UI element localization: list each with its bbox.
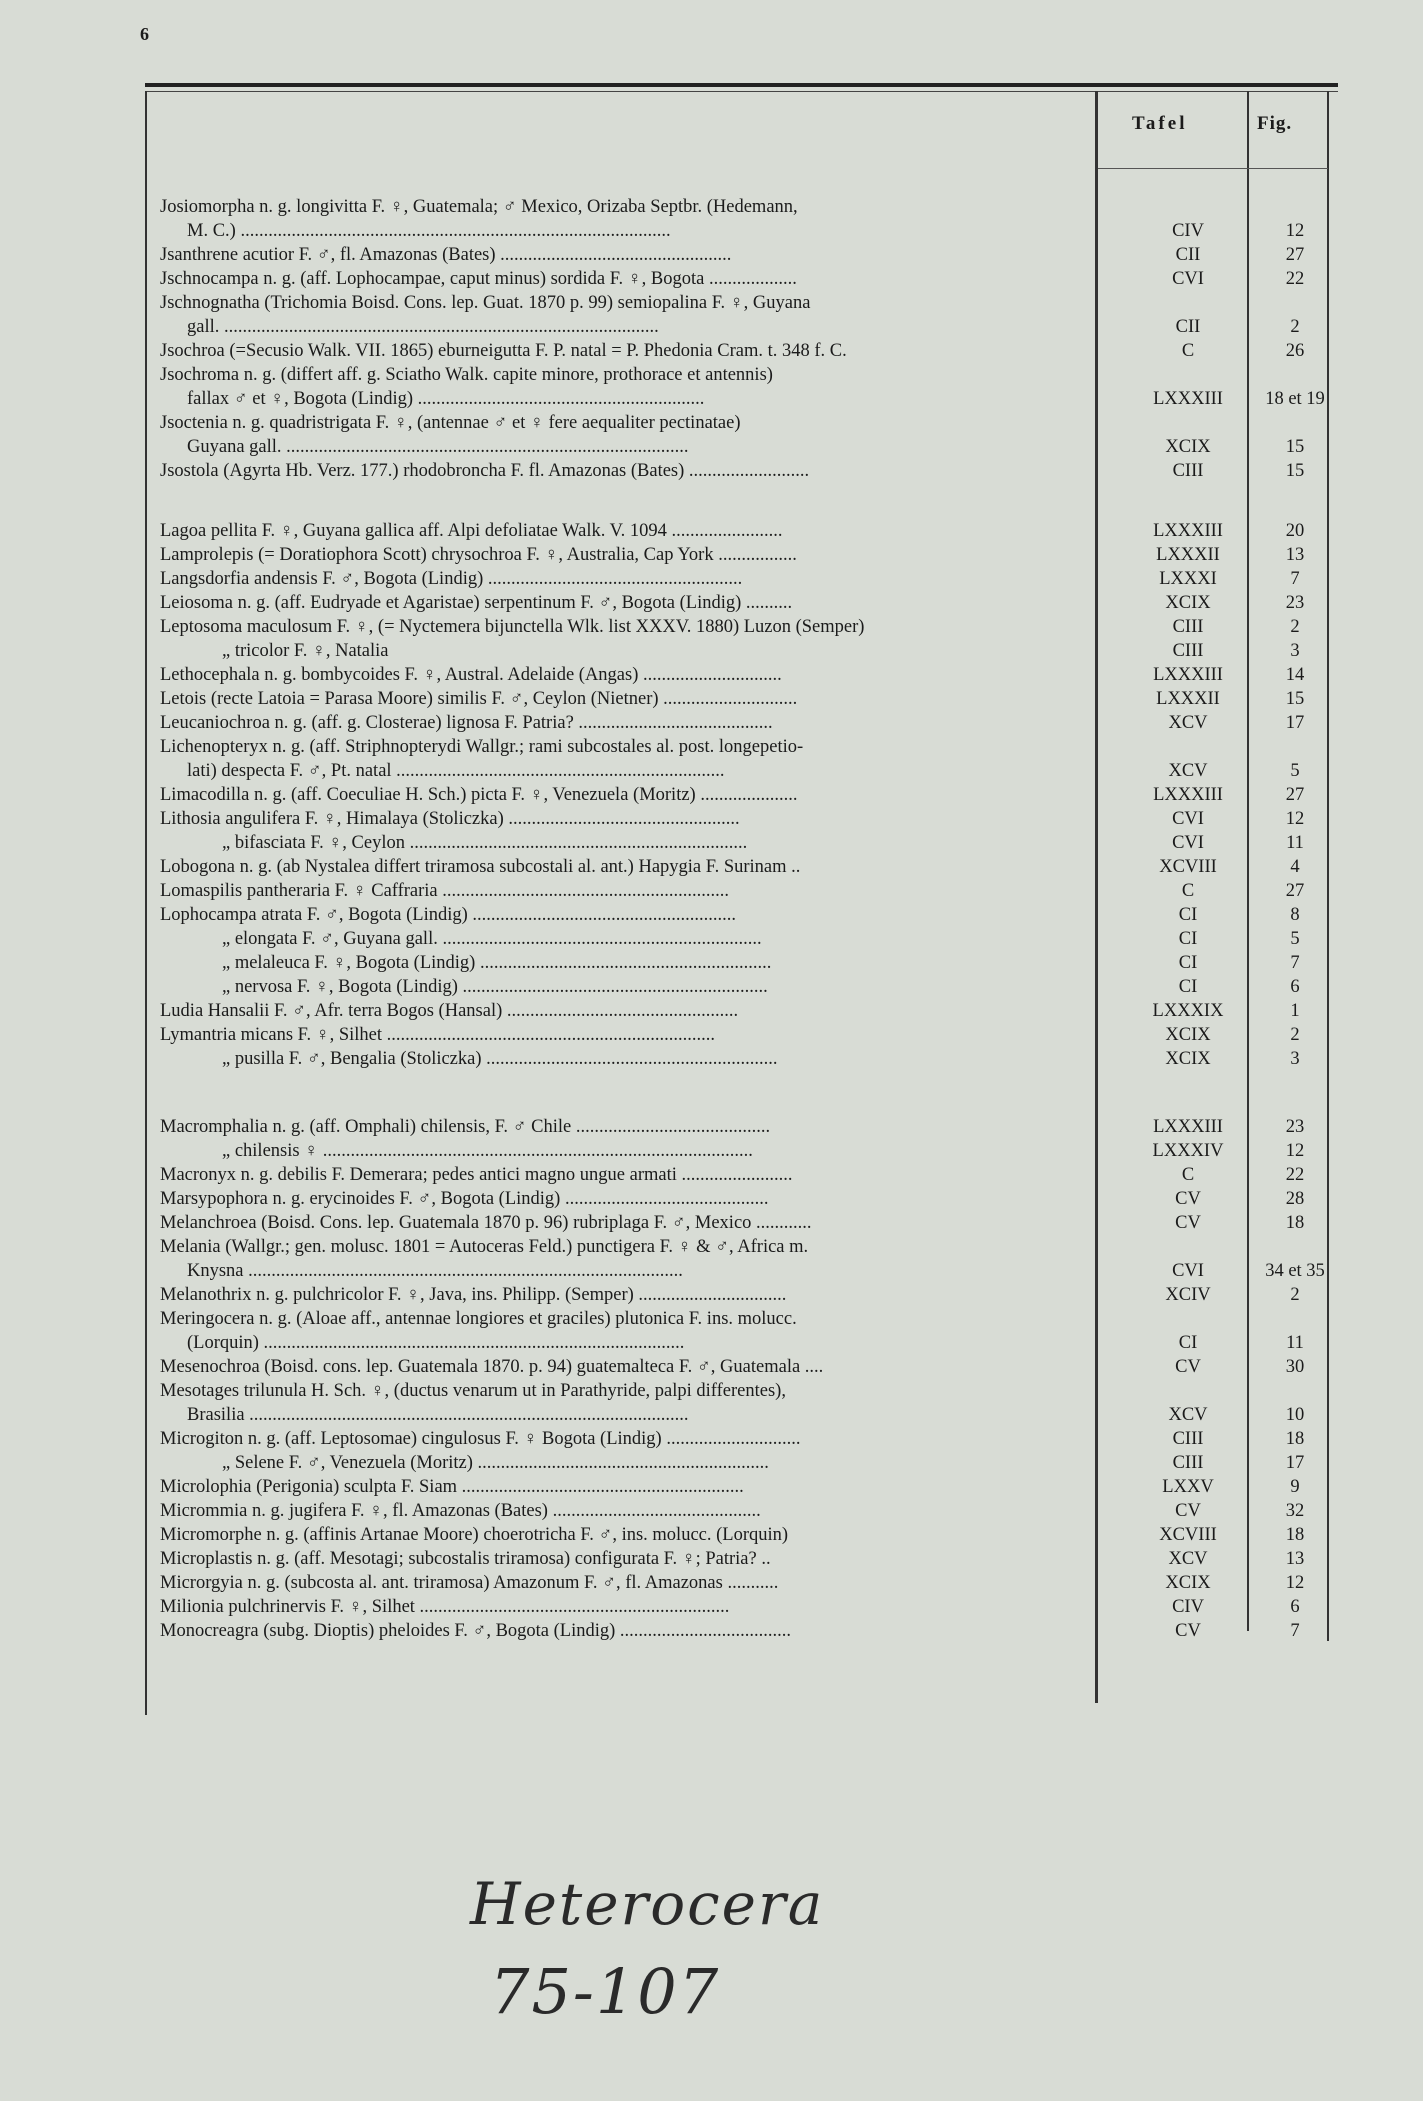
- entry-text: Milionia pulchrinervis F. ♀, Silhet ...................................................................: [160, 1597, 730, 1617]
- entry-fig: 11: [1286, 1333, 1304, 1353]
- entry-tafel: CVI: [1172, 809, 1204, 829]
- entry-row: [160, 927, 1330, 951]
- entry-tafel: LXXXIII: [1153, 785, 1223, 805]
- entry-row: [160, 1187, 1330, 1211]
- entry-tafel: CIII: [1172, 1453, 1204, 1473]
- entry-fig: 12: [1285, 221, 1305, 241]
- entry-row: [160, 1139, 1330, 1163]
- entry-tafel: CII: [1175, 317, 1201, 337]
- left-border: [145, 91, 147, 1715]
- entry-fig: 2: [1290, 617, 1300, 637]
- entry-text: „ Selene F. ♂, Venezuela (Moritz) ...............................................................: [222, 1453, 769, 1473]
- entry-text: Monocreagra (subg. Dioptis) pheloides F. ♂, Bogota (Lindig) .....................................: [160, 1621, 792, 1641]
- entry-fig: 2: [1290, 1025, 1300, 1045]
- entry-text: fallax ♂ et ♀, Bogota (Lindig) ..............................................................: [187, 389, 705, 409]
- entry-tafel: XCV: [1168, 1549, 1208, 1569]
- header-fig: Fig.: [1257, 113, 1293, 134]
- entry-row: [160, 1451, 1330, 1475]
- top-rule: [145, 83, 1338, 87]
- entry-row: [160, 1047, 1330, 1071]
- entry-text: Meringocera n. g. (Aloae aff., antennae longiores et graciles) plutonica F. ins. molucc.: [160, 1309, 797, 1329]
- entry-text: Microgiton n. g. (aff. Leptosomae) cingulosus F. ♀ Bogota (Lindig) .............................: [160, 1429, 801, 1449]
- entry-tafel: CIII: [1172, 641, 1204, 661]
- entry-text: Lethocephala n. g. bombycoides F. ♀, Austral. Adelaide (Angas) ..............................: [160, 665, 782, 685]
- entry-text: Mesenochroa (Boisd. cons. lep. Guatemala 1870. p. 94) guatemalteca F. ♂, Guatemala ....: [160, 1357, 824, 1377]
- entry-tafel: CV: [1175, 1621, 1201, 1641]
- entry-tafel: XCV: [1168, 1405, 1208, 1425]
- entry-text: (Lorquin) ...........................................................................................: [187, 1333, 685, 1353]
- header-tafel: Tafel: [1132, 113, 1188, 134]
- entry-text: Lithosia angulifera F. ♀, Himalaya (Stoliczka) ..................................................: [160, 809, 740, 829]
- entry-row: [160, 1619, 1330, 1643]
- entry-tafel: C: [1181, 341, 1195, 361]
- entry-tafel: CV: [1175, 1357, 1201, 1377]
- entry-text: Jschnocampa n. g. (aff. Lophocampae, caput minus) sordida F. ♀, Bogota ...................: [160, 269, 797, 289]
- entry-tafel: LXXXII: [1156, 689, 1220, 709]
- entry-row: [160, 1499, 1330, 1523]
- entry-fig: 3: [1290, 641, 1300, 661]
- entry-row: [160, 1259, 1330, 1283]
- entry-text: Lichenopteryx n. g. (aff. Striphnopterydi Wallgr.; rami subcostales al. post. longepetio-: [160, 737, 804, 757]
- entry-row: [160, 363, 1330, 387]
- entry-fig: 23: [1285, 593, 1305, 613]
- entry-tafel: XCIX: [1165, 1049, 1211, 1069]
- entry-row: [160, 1163, 1330, 1187]
- entry-fig: 15: [1285, 437, 1305, 457]
- entry-row: [160, 1211, 1330, 1235]
- entry-text: „ bifasciata F. ♀, Ceylon .........................................................................: [222, 833, 748, 853]
- entry-tafel: CV: [1175, 1213, 1201, 1233]
- entry-row: [160, 1475, 1330, 1499]
- entry-text: „ tricolor F. ♀, Natalia: [222, 641, 389, 661]
- entry-tafel: C: [1181, 881, 1195, 901]
- entry-row: [160, 855, 1330, 879]
- entry-row: [160, 759, 1330, 783]
- entry-row: [160, 735, 1330, 759]
- entry-row: [160, 639, 1330, 663]
- entry-row: [160, 459, 1330, 483]
- entry-row: [160, 807, 1330, 831]
- entry-row: [160, 1307, 1330, 1331]
- entry-tafel: CVI: [1172, 269, 1204, 289]
- entry-tafel: LXXXIX: [1152, 1001, 1224, 1021]
- entry-text: Mesotages trilunula H. Sch. ♀, (ductus venarum ut in Parathyride, palpi differentes),: [160, 1381, 786, 1401]
- entry-row: [160, 1235, 1330, 1259]
- entry-text: Macronyx n. g. debilis F. Demerara; pedes antici magno ungue armati ........................: [160, 1165, 793, 1185]
- entry-fig: 15: [1285, 461, 1305, 481]
- entry-tafel: XCIX: [1165, 1025, 1211, 1045]
- entry-text: Lagoa pellita F. ♀, Guyana gallica aff. Alpi defoliatae Walk. V. 1094 ........................: [160, 521, 783, 541]
- top-rule-thin: [145, 91, 1338, 92]
- entry-tafel: LXXXIII: [1153, 1117, 1223, 1137]
- entry-text: Lomaspilis pantheraria F. ♀ Caffraria ..............................................................: [160, 881, 730, 901]
- entry-fig: 17: [1285, 713, 1305, 733]
- header-underline: [1098, 168, 1328, 169]
- entry-fig: 18: [1285, 1429, 1305, 1449]
- entry-text: Melanothrix n. g. pulchricolor F. ♀, Java, ins. Philipp. (Semper) ................................: [160, 1285, 787, 1305]
- entry-tafel: LXXXII: [1156, 545, 1220, 565]
- entry-row: [160, 1379, 1330, 1403]
- entry-fig: 1: [1290, 1001, 1300, 1021]
- entry-fig: 6: [1290, 1597, 1300, 1617]
- entry-fig: 7: [1290, 569, 1300, 589]
- entry-fig: 18 et 19: [1265, 389, 1325, 409]
- entry-text: Microplastis n. g. (aff. Mesotagi; subcostalis triramosa) configurata F. ♀; Patria? ..: [160, 1549, 771, 1569]
- handwritten-note-heterocera: Heterocera: [470, 1870, 825, 1938]
- entry-fig: 13: [1285, 1549, 1305, 1569]
- entry-row: [160, 519, 1330, 543]
- entry-fig: 18: [1285, 1525, 1305, 1545]
- entry-text: lati) despecta F. ♂, Pt. natal .......................................................................: [187, 761, 725, 781]
- entry-fig: 5: [1290, 929, 1300, 949]
- entry-fig: 11: [1286, 833, 1304, 853]
- entry-text: Macromphalia n. g. (aff. Omphali) chilensis, F. ♂ Chile ..........................................: [160, 1117, 771, 1137]
- entry-tafel: CVI: [1172, 833, 1204, 853]
- entry-row: [160, 291, 1330, 315]
- entry-text: Microrgyia n. g. (subcosta al. ant. triramosa) Amazonum F. ♂, fl. Amazonas ...........: [160, 1573, 779, 1593]
- entry-row: [160, 687, 1330, 711]
- entry-text: „ pusilla F. ♂, Bengalia (Stoliczka) ...............................................................: [222, 1049, 778, 1069]
- entry-row: [160, 831, 1330, 855]
- entry-text: Josiomorpha n. g. longivitta F. ♀, Guatemala; ♂ Mexico, Orizaba Septbr. (Hedemann,: [160, 197, 798, 217]
- entry-fig: 32: [1285, 1501, 1305, 1521]
- handwritten-note-range: 75-107: [490, 1955, 721, 2028]
- entry-row: [160, 315, 1330, 339]
- entry-row: [160, 1547, 1330, 1571]
- entry-tafel: CIV: [1172, 221, 1204, 241]
- entry-tafel: CI: [1178, 1333, 1198, 1353]
- entry-tafel: CI: [1178, 953, 1198, 973]
- entry-row: [160, 975, 1330, 999]
- entry-text: Microlophia (Perigonia) sculpta F. Siam .............................................................: [160, 1477, 744, 1497]
- entry-row: [160, 591, 1330, 615]
- entry-tafel: XCIV: [1165, 1285, 1211, 1305]
- entry-fig: 23: [1285, 1117, 1305, 1137]
- entry-tafel: CIII: [1172, 617, 1204, 637]
- entry-tafel: CIII: [1172, 461, 1204, 481]
- entry-tafel: CI: [1178, 929, 1198, 949]
- entry-row: [160, 1595, 1330, 1619]
- entry-row: [160, 435, 1330, 459]
- entry-row: [160, 543, 1330, 567]
- entry-text: gall. ..............................................................................................: [187, 317, 659, 337]
- entry-fig: 15: [1285, 689, 1305, 709]
- entry-text: Leptosoma maculosum F. ♀, (= Nyctemera bijunctella Wlk. list XXXV. 1880) Luzon (Semper): [160, 617, 865, 637]
- entry-fig: 14: [1285, 665, 1305, 685]
- entry-fig: 27: [1285, 881, 1305, 901]
- entry-text: „ elongata F. ♂, Guyana gall. .....................................................................: [222, 929, 762, 949]
- entry-text: Marsypophora n. g. erycinoides F. ♂, Bogota (Lindig) ............................................: [160, 1189, 769, 1209]
- entry-tafel: XCV: [1168, 713, 1208, 733]
- entry-tafel: LXXXIII: [1153, 665, 1223, 685]
- entry-row: [160, 1331, 1330, 1355]
- entry-row: [160, 195, 1330, 219]
- entry-fig: 6: [1290, 977, 1300, 997]
- entry-text: „ nervosa F. ♀, Bogota (Lindig) ..................................................................: [222, 977, 768, 997]
- entry-fig: 3: [1290, 1049, 1300, 1069]
- entry-tafel: CI: [1178, 905, 1198, 925]
- index-table: [145, 83, 1338, 1715]
- entry-text: Jschnognatha (Trichomia Boisd. Cons. lep. Guat. 1870 p. 99) semiopalina F. ♀, Guyana: [160, 293, 811, 313]
- entry-row: [160, 711, 1330, 735]
- entry-fig: 22: [1285, 269, 1305, 289]
- entry-tafel: XCVIII: [1159, 1525, 1217, 1545]
- entry-tafel: CI: [1178, 977, 1198, 997]
- entry-tafel: LXXXIII: [1153, 389, 1223, 409]
- entry-text: „ chilensis ♀ .............................................................................................: [222, 1141, 753, 1161]
- entry-fig: 12: [1285, 809, 1305, 829]
- entry-text: Guyana gall. .......................................................................................: [187, 437, 689, 457]
- entry-text: Ludia Hansalii F. ♂, Afr. terra Bogos (Hansal) ..................................................: [160, 1001, 739, 1021]
- entry-tafel: CIII: [1172, 1429, 1204, 1449]
- entry-fig: 34 et 35: [1265, 1261, 1325, 1281]
- entry-text: Lobogona n. g. (ab Nystalea differt triramosa subcostali al. ant.) Hapygia F. Surinam ..: [160, 857, 801, 877]
- entry-text: Melania (Wallgr.; gen. molusc. 1801 = Autoceras Feld.) punctigera F. ♀ & ♂, Africa m.: [160, 1237, 809, 1257]
- entry-tafel: LXXV: [1162, 1477, 1214, 1497]
- entry-row: [160, 339, 1330, 363]
- entry-text: Jsanthrene acutior F. ♂, fl. Amazonas (Bates) ..................................................: [160, 245, 732, 265]
- entry-text: Limacodilla n. g. (aff. Coeculiae H. Sch.) picta F. ♀, Venezuela (Moritz) .....................: [160, 785, 798, 805]
- entry-text: M. C.) .............................................................................................: [187, 221, 671, 241]
- entry-row: [160, 243, 1330, 267]
- entry-fig: 17: [1285, 1453, 1305, 1473]
- entry-text: Brasilia ...............................................................................................: [187, 1405, 689, 1425]
- entry-tafel: CII: [1175, 245, 1201, 265]
- entry-text: Leucaniochroa n. g. (aff. g. Closterae) lignosa F. Patria? ..........................................: [160, 713, 773, 733]
- entry-row: [160, 951, 1330, 975]
- entry-text: Jsochroma n. g. (differt aff. g. Sciatho Walk. capite minore, prothorace et antennis): [160, 365, 773, 385]
- entry-row: [160, 1427, 1330, 1451]
- entry-fig: 20: [1285, 521, 1305, 541]
- entry-fig: 2: [1290, 317, 1300, 337]
- entry-fig: 12: [1285, 1141, 1305, 1161]
- entry-text: Letois (recte Latoia = Parasa Moore) similis F. ♂, Ceylon (Nietner) .............................: [160, 689, 798, 709]
- entry-row: [160, 783, 1330, 807]
- page-number: 6: [140, 24, 149, 44]
- entry-row: [160, 387, 1330, 411]
- entry-tafel: C: [1181, 1165, 1195, 1185]
- entry-fig: 12: [1285, 1573, 1305, 1593]
- entry-row: [160, 267, 1330, 291]
- entry-row: [160, 663, 1330, 687]
- entry-row: [160, 1523, 1330, 1547]
- entry-text: Melanchroea (Boisd. Cons. lep. Guatemala 1870 p. 96) rubriplaga F. ♂, Mexico ............: [160, 1213, 812, 1233]
- entry-fig: 27: [1285, 785, 1305, 805]
- entry-tafel: LXXXIV: [1152, 1141, 1224, 1161]
- entry-tafel: XCIX: [1165, 1573, 1211, 1593]
- entry-tafel: CIV: [1172, 1597, 1204, 1617]
- entry-text: Lymantria micans F. ♀, Silhet .......................................................................: [160, 1025, 716, 1045]
- entry-text: Micrommia n. g. jugifera F. ♀, fl. Amazonas (Bates) .............................................: [160, 1501, 761, 1521]
- entry-text: Jsoctenia n. g. quadristrigata F. ♀, (antennae ♂ et ♀ fere aequaliter pectinatae): [160, 413, 741, 433]
- entry-text: Jsostola (Agyrta Hb. Verz. 177.) rhodobroncha F. fl. Amazonas (Bates) ..........................: [160, 461, 810, 481]
- entry-fig: 18: [1285, 1213, 1305, 1233]
- entry-tafel: CV: [1175, 1189, 1201, 1209]
- entry-tafel: LXXXIII: [1153, 521, 1223, 541]
- entry-tafel: XCIX: [1165, 593, 1211, 613]
- entry-tafel: CVI: [1172, 1261, 1204, 1281]
- entry-row: [160, 567, 1330, 591]
- entry-fig: 10: [1285, 1405, 1305, 1425]
- entry-tafel: XCV: [1168, 761, 1208, 781]
- entry-fig: 7: [1290, 1621, 1300, 1641]
- entry-row: [160, 1023, 1330, 1047]
- entry-row: [160, 879, 1330, 903]
- entry-row: [160, 1403, 1330, 1427]
- entry-text: Langsdorfia andensis F. ♂, Bogota (Lindig) .......................................................: [160, 569, 743, 589]
- entry-fig: 28: [1285, 1189, 1305, 1209]
- entry-tafel: CV: [1175, 1501, 1201, 1521]
- entry-fig: 7: [1290, 953, 1300, 973]
- entry-fig: 2: [1290, 1285, 1300, 1305]
- entry-text: Micromorphe n. g. (affinis Artanae Moore) choerotricha F. ♂, ins. molucc. (Lorquin): [160, 1525, 789, 1545]
- entry-fig: 22: [1285, 1165, 1305, 1185]
- entry-row: [160, 999, 1330, 1023]
- entry-fig: 5: [1290, 761, 1300, 781]
- entry-fig: 13: [1285, 545, 1305, 565]
- entry-text: Lamprolepis (= Doratiophora Scott) chrysochroa F. ♀, Australia, Cap York .................: [160, 545, 797, 565]
- entry-row: [160, 1283, 1330, 1307]
- entry-row: [160, 903, 1330, 927]
- entry-fig: 4: [1290, 857, 1300, 877]
- entry-text: Leiosoma n. g. (aff. Eudryade et Agaristae) serpentinum F. ♂, Bogota (Lindig) ..........: [160, 593, 793, 613]
- entry-text: Knysna ..............................................................................................: [187, 1261, 683, 1281]
- entry-fig: 26: [1285, 341, 1305, 361]
- entry-fig: 9: [1290, 1477, 1300, 1497]
- entry-row: [160, 1571, 1330, 1595]
- entry-row: [160, 219, 1330, 243]
- entry-row: [160, 1115, 1330, 1139]
- entry-fig: 8: [1290, 905, 1300, 925]
- entry-tafel: LXXXI: [1159, 569, 1217, 589]
- entry-text: Lophocampa atrata F. ♂, Bogota (Lindig) .........................................................: [160, 905, 737, 925]
- entry-fig: 27: [1285, 245, 1305, 265]
- entry-text: Jsochroa (=Secusio Walk. VII. 1865) eburneigutta F. P. natal = P. Phedonia Cram. t. 348 f. C.: [160, 341, 847, 361]
- entry-text: „ melaleuca F. ♀, Bogota (Lindig) ...............................................................: [222, 953, 772, 973]
- entry-tafel: XCVIII: [1159, 857, 1217, 877]
- entry-tafel: XCIX: [1165, 437, 1211, 457]
- entry-row: [160, 411, 1330, 435]
- entry-fig: 30: [1285, 1357, 1305, 1377]
- entry-row: [160, 615, 1330, 639]
- entry-row: [160, 1355, 1330, 1379]
